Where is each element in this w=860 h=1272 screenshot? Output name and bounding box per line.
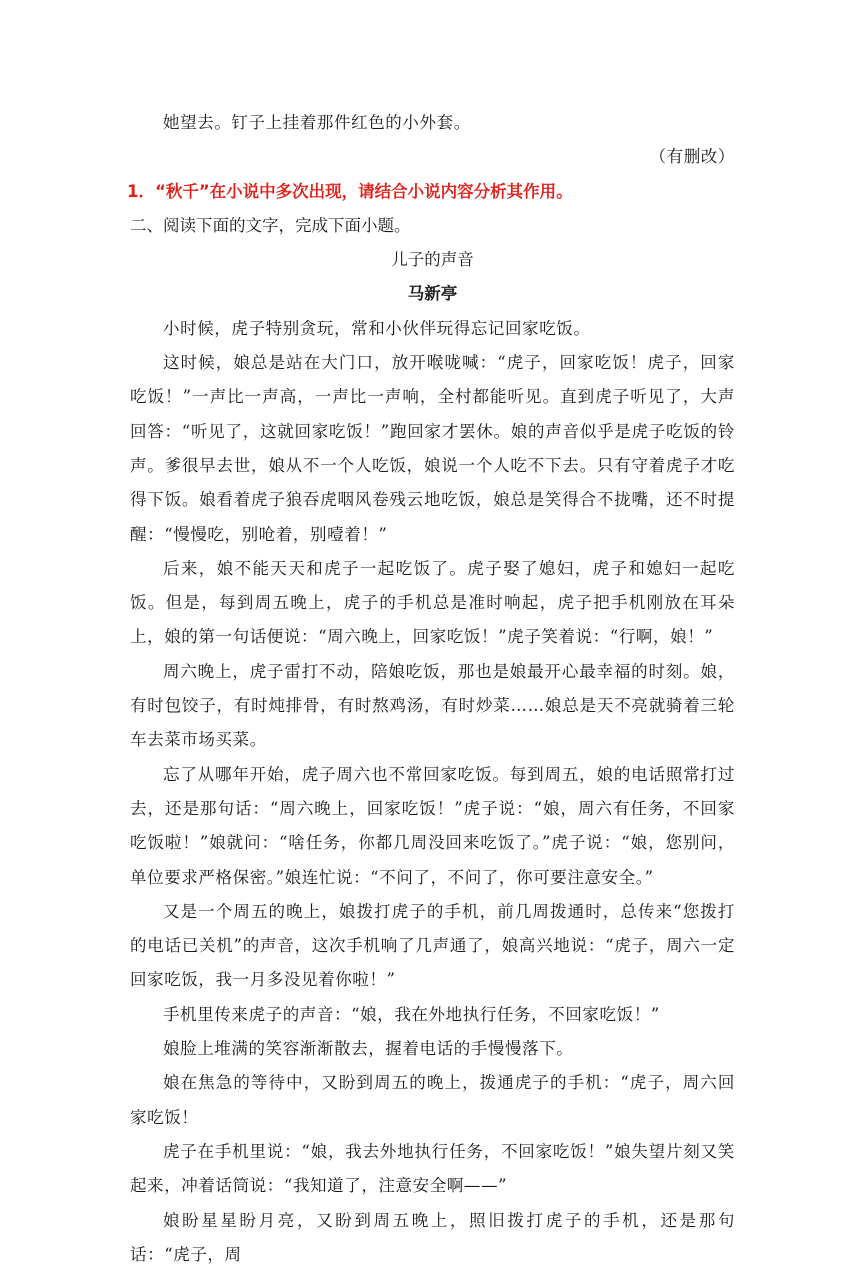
- paragraph: 后来，娘不能天天和虎子一起吃饭了。虎子娶了媳妇，虎子和媳妇一起吃饭。但是，每到周五晚上，虎子的手机总是准时响起，虎子把手机刚放在耳朵上，娘的第一句话便说：“周六晚上，回家吃饭！”虎子笑着说：“行啊，娘！”: [130, 552, 735, 655]
- paragraph: 忘了从哪年开始，虎子周六也不常回家吃饭。每到周五，娘的电话照常打过去，还是那句话：“周六晚上，回家吃饭！”虎子说：“娘，周六有任务，不回家吃饭啦！”娘就问：“啥任务，你都几周没回来吃饭了。”虎子说：“娘，您别问，单位要求严格保密。”娘连忙说：“不问了，不问了，你可要注意安全。”: [130, 758, 735, 895]
- paragraph: 虎子在手机里说：“娘，我去外地执行任务，不回家吃饭！”娘失望片刻又笑起来，冲着话筒说：“我知道了，注意安全啊——”: [130, 1135, 735, 1204]
- paragraph: 娘脸上堆满的笑容渐渐散去，握着电话的手慢慢落下。: [130, 1032, 735, 1066]
- paragraph: 这时候，娘总是站在大门口，放开喉咙喊：“虎子，回家吃饭！虎子，回家吃饭！”一声比一声高，一声比一声响，全村都能听见。直到虎子听见了，大声回答：“听见了，这就回家吃饭！”跑回家才罢休。娘的声音似乎是虎子吃饭的铃声。爹很早去世，娘从不一个人吃饭，娘说一个人吃不下去。只有守着虎子才吃得下饭。娘看着虎子狼吞虎咽风卷残云地吃饭，娘总是笑得合不拢嘴，还不时提醒：“慢慢吃，别呛着，别噎着！”: [130, 346, 735, 552]
- story-title: 儿子的声音: [130, 243, 735, 277]
- opening-line: 她望去。钉子上挂着那件红色的小外套。: [130, 106, 735, 140]
- source-note: （有删改）: [130, 140, 735, 174]
- paragraph: 娘在焦急的等待中，又盼到周五的晚上，拨通虎子的手机：“虎子，周六回家吃饭！: [130, 1066, 735, 1135]
- section-heading: 二、阅读下面的文字，完成下面小题。: [130, 209, 735, 243]
- paragraph: 手机里传来虎子的声音：“娘，我在外地执行任务，不回家吃饭！”: [130, 998, 735, 1032]
- paragraph: 娘盼星星盼月亮，又盼到周五晚上，照旧拨打虎子的手机，还是那句话：“虎子，周: [130, 1204, 735, 1272]
- paragraph: 又是一个周五的晚上，娘拨打虎子的手机，前几周拨通时，总传来“您拨打的电话已关机”的声音，这次手机响了几声通了，娘高兴地说：“虎子，周六一定回家吃饭，我一月多没见着你啦！”: [130, 895, 735, 998]
- paragraph: 小时候，虎子特别贪玩，常和小伙伴玩得忘记回家吃饭。: [130, 312, 735, 346]
- paragraph: 周六晚上，虎子雷打不动，陪娘吃饭，那也是娘最开心最幸福的时刻。娘，有时包饺子，有时炖排骨，有时熬鸡汤，有时炒菜……娘总是天不亮就骑着三轮车去菜市场买菜。: [130, 655, 735, 758]
- question-1: 1．“秋千”在小说中多次出现，请结合小说内容分析其作用。: [127, 175, 735, 209]
- story-author: 马新亭: [130, 277, 735, 311]
